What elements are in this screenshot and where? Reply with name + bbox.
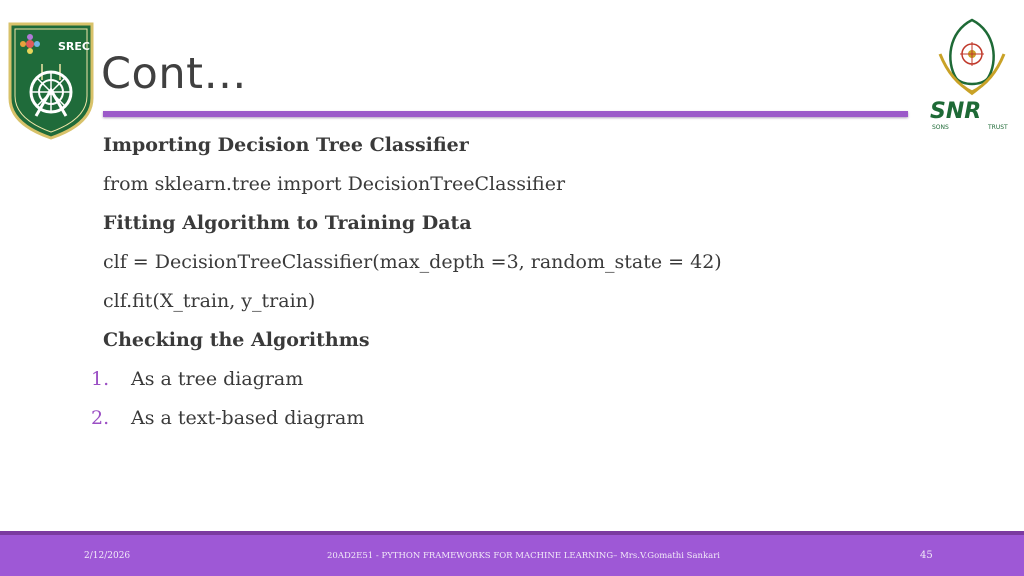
snr-logo: [926, 14, 1018, 134]
slide-title: Cont…: [101, 49, 247, 99]
code-classifier-line: clf = DecisionTreeClassifier(max_depth =3, random_state = 42): [103, 251, 722, 273]
code-fit-line: clf.fit(X_train, y_train): [103, 290, 316, 312]
snr-logo-sub-left: SONS: [932, 124, 949, 131]
footer-course-title: 20AD2E51 - PYTHON FRAMEWORKS FOR MACHINE LEARNING– Mrs.V.Gomathi Sankari: [327, 551, 721, 561]
title-underline: [103, 111, 908, 117]
code-import-line: from sklearn.tree import DecisionTreeClassifier: [103, 173, 566, 195]
list-item: [91, 399, 903, 438]
slide-content: [91, 126, 903, 438]
list-number: 1.: [91, 368, 110, 390]
footer-page-number: 45: [920, 550, 933, 561]
snr-logo-text: SNR: [930, 99, 982, 124]
list-number: 2.: [91, 407, 110, 429]
heading-fitting: Fitting Algorithm to Training Data: [103, 212, 472, 234]
heading-checking: Checking the Algorithms: [103, 329, 370, 351]
list-item: [91, 360, 903, 399]
srec-logo-text: SREC: [58, 40, 90, 53]
footer-date: 2/12/2026: [84, 551, 131, 561]
list-item-text: As a text-based diagram: [131, 407, 365, 429]
heading-importing: Importing Decision Tree Classifier: [103, 134, 469, 156]
snr-logo-sub-right: TRUST: [988, 124, 1008, 131]
list-item-text: As a tree diagram: [131, 368, 304, 390]
srec-logo: [6, 20, 96, 140]
